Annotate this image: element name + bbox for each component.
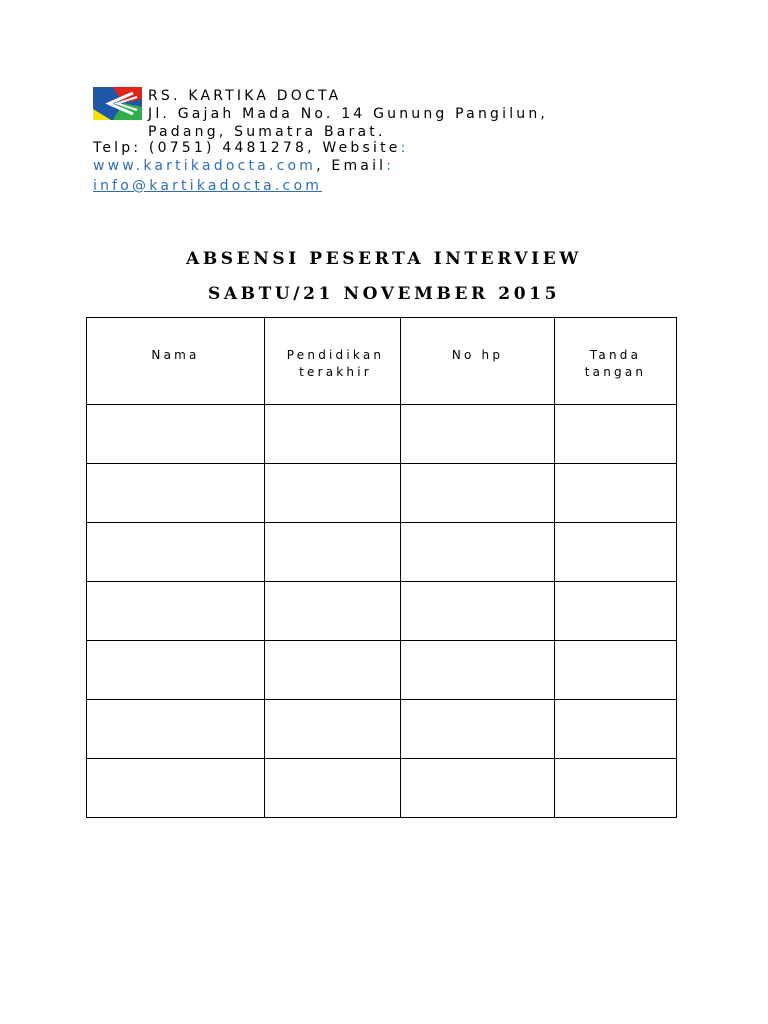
cell-no-hp[interactable]	[401, 405, 555, 464]
org-name: RS. KARTIKA DOCTA	[148, 88, 342, 104]
cell-no-hp[interactable]	[401, 582, 555, 641]
cell-tanda-tangan[interactable]	[555, 582, 677, 641]
cell-nama[interactable]	[87, 523, 265, 582]
colon: :	[400, 140, 409, 156]
table-row	[87, 405, 677, 464]
cell-pendidikan[interactable]	[265, 405, 401, 464]
cell-pendidikan[interactable]	[265, 464, 401, 523]
cell-tanda-tangan[interactable]	[555, 641, 677, 700]
email-label: , Email	[316, 158, 387, 174]
website-line	[93, 157, 394, 175]
website-link[interactable]: www.kartikadocta.com	[93, 158, 317, 174]
cell-pendidikan[interactable]	[265, 641, 401, 700]
cell-tanda-tangan[interactable]	[555, 523, 677, 582]
cell-no-hp[interactable]	[401, 759, 555, 818]
cell-nama[interactable]	[87, 464, 265, 523]
contact-line	[93, 139, 409, 157]
cell-tanda-tangan[interactable]	[555, 759, 677, 818]
cell-tanda-tangan[interactable]	[555, 405, 677, 464]
cell-pendidikan[interactable]	[265, 700, 401, 759]
attendance-table	[86, 317, 677, 818]
phone-text: Telp: (0751) 4481278, Website	[93, 140, 401, 156]
document-title: ABSENSI PESERTA INTERVIEW	[186, 249, 582, 269]
table-row	[87, 700, 677, 759]
colon-2: :	[386, 158, 395, 174]
document-date: SABTU/21 NOVEMBER 2015	[208, 284, 560, 304]
table-row	[87, 759, 677, 818]
email-line	[93, 177, 322, 195]
cell-tanda-tangan[interactable]	[555, 700, 677, 759]
cell-nama[interactable]	[87, 405, 265, 464]
cell-no-hp[interactable]	[401, 464, 555, 523]
address-line-2: Padang, Sumatra Barat.	[148, 124, 386, 140]
table-row	[87, 582, 677, 641]
cell-pendidikan[interactable]	[265, 523, 401, 582]
column-header-no-hp: No hp	[401, 318, 555, 405]
email-link[interactable]: info@kartikadocta.com	[93, 178, 323, 194]
cell-pendidikan[interactable]	[265, 759, 401, 818]
cell-tanda-tangan[interactable]	[555, 464, 677, 523]
hospital-logo-icon	[93, 87, 142, 120]
table-row	[87, 641, 677, 700]
cell-no-hp[interactable]	[401, 641, 555, 700]
cell-nama[interactable]	[87, 759, 265, 818]
cell-nama[interactable]	[87, 582, 265, 641]
table-row	[87, 464, 677, 523]
address-line-1: Jl. Gajah Mada No. 14 Gunung Pangilun,	[148, 106, 549, 122]
cell-no-hp[interactable]	[401, 523, 555, 582]
cell-nama[interactable]	[87, 641, 265, 700]
cell-no-hp[interactable]	[401, 700, 555, 759]
table-header-row	[87, 318, 677, 405]
cell-pendidikan[interactable]	[265, 582, 401, 641]
column-header-pendidikan: Pendidikan terakhir	[265, 318, 401, 405]
column-header-tanda-tangan: Tanda tangan	[555, 318, 677, 405]
cell-nama[interactable]	[87, 700, 265, 759]
column-header-nama: Nama	[87, 318, 265, 405]
table-row	[87, 523, 677, 582]
